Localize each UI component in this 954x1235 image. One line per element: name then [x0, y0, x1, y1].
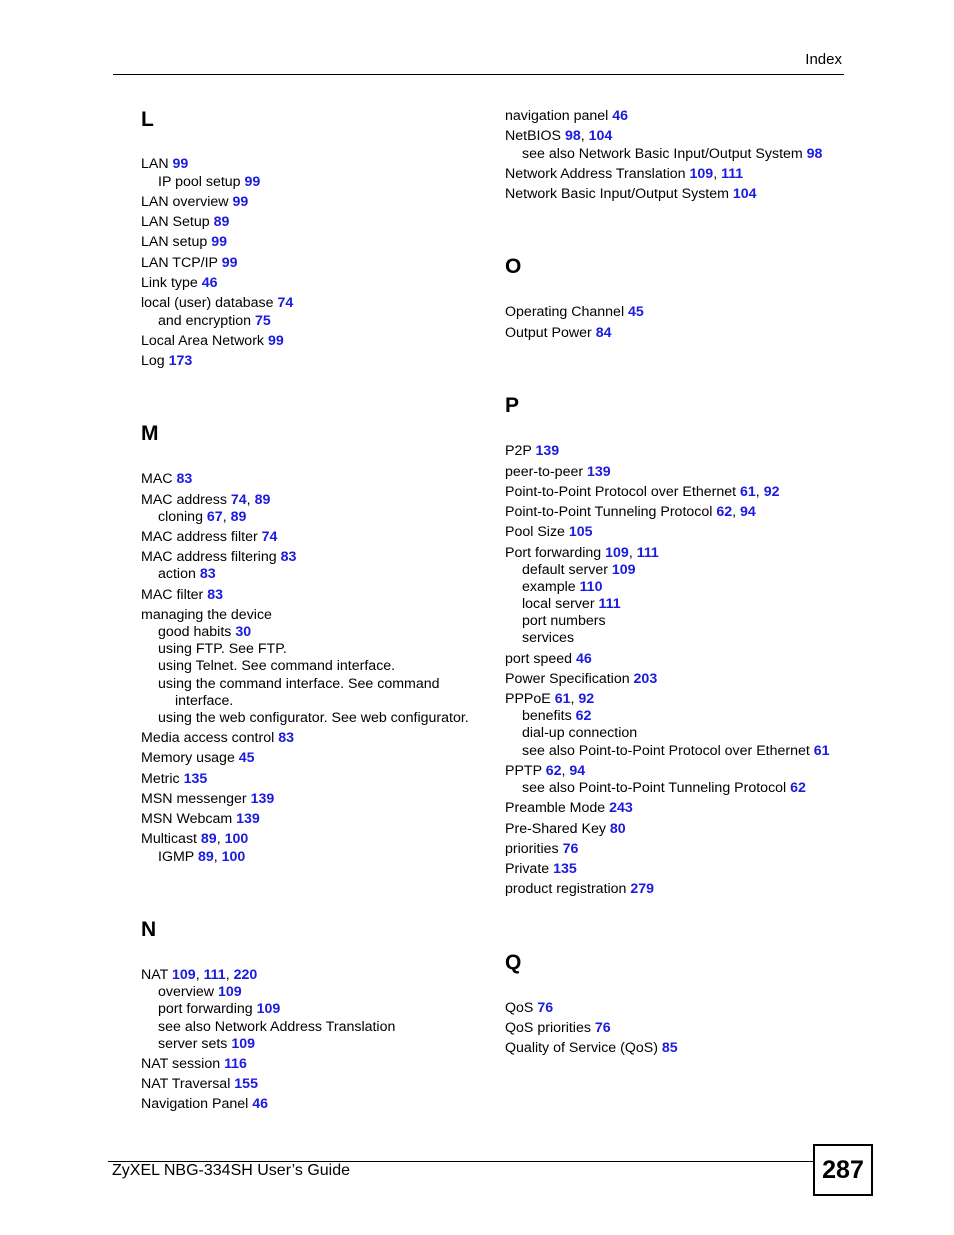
header-divider — [113, 74, 844, 75]
page-reference-link[interactable]: 46 — [576, 651, 592, 667]
page-reference-link[interactable]: 111 — [721, 166, 744, 182]
index-entry-term: and encryption — [158, 313, 256, 329]
index-entry-mac[interactable] — [141, 471, 192, 488]
index-entry-link-type[interactable] — [141, 275, 218, 292]
index-entry-term: using the web configurator. See web configurator. — [158, 710, 469, 726]
index-entry-qos-priorities[interactable] — [505, 1020, 611, 1037]
index-entry-mac-filter[interactable] — [141, 587, 223, 604]
index-entry-term: peer-to-peer — [505, 464, 588, 480]
index-entry-local-area-network[interactable] — [141, 333, 284, 350]
index-entry-term: dial-up connection — [522, 725, 638, 741]
page-reference-link[interactable]: 98 — [564, 128, 581, 144]
page-reference-link[interactable]: 100 — [221, 849, 246, 865]
index-entry-media-access-control[interactable] — [141, 730, 294, 747]
page-reference-link[interactable]: 76 — [594, 1020, 611, 1036]
index-entry-term: LAN TCP/IP — [141, 255, 222, 271]
page-reference-link[interactable]: 80 — [609, 821, 626, 837]
page-reference-link[interactable]: 203 — [633, 671, 658, 687]
index-entry-term: see also Network Basic Input/Output System — [522, 146, 807, 162]
page-reference-link[interactable]: 74 — [277, 295, 294, 311]
page-reference-link[interactable]: 109 — [231, 1036, 255, 1052]
index-entry-term: benefits — [522, 708, 576, 724]
page-reference-link[interactable]: 89 — [213, 214, 230, 230]
section-letter-heading: L — [141, 108, 154, 131]
page-reference-link[interactable]: 61 — [554, 691, 571, 707]
index-entry-term: navigation panel — [505, 108, 613, 124]
index-entry-dial-up-connection — [522, 725, 637, 742]
page-reference-link[interactable]: 76 — [562, 841, 579, 857]
page-reference-link[interactable]: 98 — [806, 146, 823, 162]
index-entry-ip-pool-setup[interactable] — [158, 174, 260, 191]
index-entry-benefits[interactable] — [522, 708, 591, 725]
index-entry-term: MAC filter — [141, 587, 208, 603]
index-entry-port-numbers — [522, 613, 606, 630]
page-reference-link[interactable]: 279 — [630, 881, 655, 897]
page-reference-link[interactable]: 155 — [234, 1076, 258, 1092]
page-reference-link[interactable]: 99 — [267, 333, 284, 349]
index-entry-term: NetBIOS — [505, 128, 565, 144]
index-entry-term: cloning — [158, 509, 207, 525]
page-reference-link[interactable]: 135 — [553, 861, 577, 877]
index-entry-mac-address-filtering[interactable] — [141, 549, 296, 566]
page-reference-link[interactable]: 116 — [224, 1056, 247, 1072]
index-entry-term: NAT — [141, 967, 173, 983]
index-entry-term: good habits — [158, 624, 236, 640]
page-reference-link[interactable]: 74 — [230, 492, 247, 508]
index-entry-term: MSN messenger — [141, 791, 251, 807]
page-reference-link[interactable]: 83 — [199, 566, 216, 582]
page-reference-link[interactable]: 109 — [689, 166, 714, 182]
index-entry-port-forwarding[interactable]: Port forwarding 109, 111 — [505, 545, 659, 561]
page-reference-link[interactable]: 89 — [254, 492, 271, 508]
index-entry-p2p[interactable] — [505, 443, 559, 460]
page-reference-link[interactable]: 104 — [588, 128, 613, 144]
index-entry-lan[interactable] — [141, 156, 188, 173]
page-reference-link[interactable]: 99 — [221, 255, 238, 271]
page-reference-link[interactable]: 84 — [595, 325, 612, 341]
index-entry-see-also-network-address-translation — [158, 1019, 395, 1036]
index-entry-product-registration[interactable] — [505, 881, 654, 898]
index-entry-lan-setup[interactable] — [141, 214, 229, 231]
index-entry-using-the-command-interface-see-command — [158, 676, 440, 693]
index-entry-pool-size[interactable] — [505, 524, 593, 541]
section-letter-heading: Q — [505, 951, 522, 974]
index-entry-term: port numbers — [522, 613, 606, 629]
index-entry-multicast[interactable]: Multicast 89, 100 — [141, 831, 249, 847]
index-entry-term: local server — [522, 596, 599, 612]
page-reference-link[interactable]: 104 — [732, 186, 757, 202]
page-number-box — [813, 1144, 873, 1196]
page-reference-link[interactable]: 100 — [224, 831, 249, 847]
page-reference-link[interactable]: 111 — [636, 545, 659, 561]
page-reference-link[interactable]: 67 — [206, 509, 223, 525]
index-entry-nat-traversal[interactable] — [141, 1076, 258, 1093]
index-entry-mac-address[interactable]: MAC address 74, 89 — [141, 492, 271, 508]
index-entry-good-habits[interactable] — [158, 624, 251, 641]
page-reference-link[interactable]: 99 — [232, 194, 249, 210]
page-reference-link[interactable]: 139 — [535, 443, 560, 459]
page-reference-link[interactable]: 83 — [278, 730, 294, 746]
index-entry-see-also-network-basic-input-output-syst[interactable] — [522, 146, 822, 163]
page-reference-link[interactable]: 94 — [740, 504, 756, 520]
page-reference-link[interactable]: 109 — [611, 562, 636, 578]
index-entry-default-server[interactable] — [522, 562, 636, 579]
index-entry-server-sets[interactable] — [158, 1036, 255, 1053]
index-entry-using-ftp-see-ftp — [158, 641, 287, 658]
index-entry-local-user-database[interactable] — [141, 295, 293, 312]
page-reference-link[interactable]: 135 — [183, 771, 208, 787]
index-entry-network-basic-input-output-system[interactable] — [505, 186, 757, 203]
index-entry-private[interactable] — [505, 861, 577, 878]
index-entry-term: Point-to-Point Protocol over Ethernet — [505, 484, 741, 500]
page-reference-link[interactable]: 62 — [716, 504, 733, 520]
index-entry-qos[interactable] — [505, 1000, 553, 1017]
index-entry-services — [522, 630, 574, 647]
index-entry-pptp[interactable]: PPTP 62, 94 — [505, 763, 586, 779]
index-entry-mac-address-filter[interactable] — [141, 529, 277, 546]
index-entry-priorities[interactable] — [505, 841, 578, 858]
index-entry-term: LAN Setup — [141, 214, 214, 230]
page-reference-link[interactable]: 92 — [578, 691, 595, 707]
index-entry-term: Multicast — [141, 831, 201, 847]
page-reference-link[interactable]: 99 — [244, 174, 261, 190]
index-entry-term: managing the device — [141, 607, 272, 623]
page-reference-link[interactable]: 76 — [537, 1000, 554, 1016]
index-entry-term: services — [522, 630, 575, 646]
page-reference-link[interactable]: 46 — [252, 1096, 268, 1112]
index-entry-term: action — [158, 566, 200, 582]
index-entry-term: IGMP — [158, 849, 198, 865]
index-entry-network-address-translation[interactable]: Network Address Translation 109, 111 — [505, 166, 744, 182]
index-entry-term: using the command interface. See command — [158, 676, 440, 692]
index-entry-term: see also Point-to-Point Tunneling Protocol — [522, 780, 791, 796]
index-entry-overview[interactable] — [158, 984, 242, 1001]
page-reference-link[interactable]: 89 — [200, 831, 217, 847]
running-header-title: Index — [805, 51, 842, 68]
page-reference-link[interactable]: 45 — [628, 304, 644, 320]
index-entry-term: see also Network Address Translation — [158, 1019, 396, 1035]
index-entry-cloning[interactable]: cloning 67, 89 — [158, 509, 247, 525]
index-entry-term: Quality of Service (QoS) — [505, 1040, 662, 1056]
index-entry-term: using FTP. See FTP. — [158, 641, 287, 657]
index-entry-operating-channel[interactable] — [505, 304, 644, 321]
index-entry-pppoe[interactable]: PPPoE 61, 92 — [505, 691, 595, 707]
index-entry-term: default server — [522, 562, 612, 578]
index-entry-term: NAT Traversal — [141, 1076, 235, 1092]
index-entry-using-the-web-configurator-see-web-confi — [158, 710, 469, 727]
page-reference-link[interactable]: 99 — [211, 234, 227, 250]
index-entry-netbios[interactable]: NetBIOS 98, 104 — [505, 128, 613, 144]
index-entry-term: LAN overview — [141, 194, 233, 210]
page-reference-link[interactable]: 109 — [256, 1001, 281, 1017]
index-entry-term: product registration — [505, 881, 631, 897]
index-entry-point-to-point-tunneling-protocol[interactable]: Point-to-Point Tunneling Protocol 62, 94 — [505, 504, 756, 520]
page-reference-link[interactable]: 243 — [609, 800, 633, 816]
page-reference-link[interactable]: 62 — [545, 763, 562, 779]
index-entry-term: Port forwarding — [505, 545, 606, 561]
index-entry-term: Navigation Panel — [141, 1096, 253, 1112]
page-reference-link[interactable]: 89 — [197, 849, 214, 865]
page-reference-link[interactable]: 83 — [207, 587, 223, 603]
index-entry-port-speed[interactable] — [505, 651, 592, 668]
index-entry-term: Pool Size — [505, 524, 569, 540]
page-reference-link[interactable]: 109 — [172, 967, 196, 983]
index-entry-nat[interactable]: NAT 109, 111, 220 — [141, 967, 258, 983]
index-entry-term: Metric — [141, 771, 184, 787]
index-entry-term: Preamble Mode — [505, 800, 610, 816]
index-entry-point-to-point-protocol-over-ethernet[interactable]: Point-to-Point Protocol over Ethernet 61, 92 — [505, 484, 780, 500]
index-entry-power-specification[interactable] — [505, 671, 657, 688]
page-reference-link[interactable]: 46 — [201, 275, 218, 291]
page-reference-link[interactable]: 109 — [217, 984, 242, 1000]
page-reference-link[interactable]: 173 — [168, 353, 193, 369]
page-reference-link[interactable]: 61 — [813, 743, 830, 759]
section-letter-heading: P — [505, 394, 520, 417]
index-entry-term: overview — [158, 984, 218, 1000]
page-reference-link[interactable]: 111 — [203, 967, 226, 983]
index-entry-term: local (user) database — [141, 295, 278, 311]
page-reference-link[interactable]: 139 — [236, 811, 260, 827]
page-reference-link[interactable]: 139 — [250, 791, 275, 807]
index-entry-term: LAN — [141, 156, 173, 172]
index-entry-pre-shared-key[interactable] — [505, 821, 626, 838]
index-entry-term: Power Specification — [505, 671, 634, 687]
index-entry-term: MSN Webcam — [141, 811, 237, 827]
page-reference-link[interactable]: 45 — [238, 750, 255, 766]
index-entry-term: Pre-Shared Key — [505, 821, 610, 837]
page-reference-link[interactable]: 85 — [661, 1040, 678, 1056]
index-entry-term: Output Power — [505, 325, 596, 341]
index-entry-term: Network Address Translation — [505, 166, 690, 182]
index-entry-preamble-mode[interactable] — [505, 800, 633, 817]
index-entry-term: Network Basic Input/Output System — [505, 186, 733, 202]
index-entry-term: using Telnet. See command interface. — [158, 658, 396, 674]
page-reference-link[interactable]: 220 — [233, 967, 258, 983]
index-entry-term: example — [522, 579, 580, 595]
index-entry-see-also-point-to-point-tunneling-protoc[interactable] — [522, 780, 806, 797]
index-entry-lan-setup[interactable] — [141, 234, 227, 251]
index-entry-and-encryption[interactable] — [158, 313, 271, 330]
index-entry-port-forwarding[interactable] — [158, 1001, 280, 1018]
index-entry-term: MAC address filtering — [141, 549, 281, 565]
page-reference-link[interactable]: 74 — [261, 529, 278, 545]
index-entry-term: server sets — [158, 1036, 232, 1052]
index-entry-term: MAC address filter — [141, 529, 262, 545]
section-letter-heading: O — [505, 255, 522, 278]
index-entry-using-telnet-see-command-interface — [158, 658, 395, 675]
index-entry-managing-the-device — [141, 607, 272, 624]
index-entry-term: Link type — [141, 275, 202, 291]
index-entry-igmp[interactable]: IGMP 89, 100 — [158, 849, 246, 865]
index-entry-peer-to-peer[interactable] — [505, 464, 611, 481]
index-entry-term: QoS — [505, 1000, 538, 1016]
index-entry-msn-messenger[interactable] — [141, 791, 274, 808]
index-entry-nat-session[interactable] — [141, 1056, 247, 1073]
page-reference-link[interactable]: 46 — [612, 108, 629, 124]
index-entry-term: Private — [505, 861, 554, 877]
page-reference-link[interactable]: 94 — [569, 763, 586, 779]
index-entry-msn-webcam[interactable] — [141, 811, 260, 828]
index-entry-navigation-panel[interactable] — [141, 1096, 268, 1113]
index-entry-term: NAT session — [141, 1056, 225, 1072]
index-entry-navigation-panel[interactable] — [505, 108, 628, 125]
page-reference-link[interactable]: 92 — [763, 484, 780, 500]
index-entry-lan-overview[interactable] — [141, 194, 248, 211]
index-entry-term: PPTP — [505, 763, 546, 779]
index-entry-term: MAC — [141, 471, 177, 487]
index-entry-lan-tcp-ip[interactable] — [141, 255, 237, 272]
page-reference-link[interactable]: 62 — [575, 708, 592, 724]
page-reference-link[interactable]: 30 — [235, 624, 252, 640]
index-entry-memory-usage[interactable] — [141, 750, 255, 767]
page-reference-link[interactable]: 139 — [587, 464, 611, 480]
index-entry-term: Media access control — [141, 730, 279, 746]
index-entry-interface — [175, 693, 233, 710]
index-entry-term: Log — [141, 353, 169, 369]
index-entry-action[interactable] — [158, 566, 216, 583]
page-reference-link[interactable]: 62 — [790, 780, 806, 796]
page-reference-link[interactable]: 99 — [172, 156, 189, 172]
index-entry-term: PPPoE — [505, 691, 555, 707]
index-entry-term: QoS priorities — [505, 1020, 595, 1036]
index-entry-term: MAC address — [141, 492, 231, 508]
index-entry-term: port speed — [505, 651, 576, 667]
page-reference-link[interactable]: 83 — [176, 471, 193, 487]
page-reference-link[interactable]: 83 — [280, 549, 297, 565]
index-entry-term: P2P — [505, 443, 536, 459]
page-reference-link[interactable]: 109 — [605, 545, 629, 561]
page-reference-link[interactable]: 75 — [255, 313, 271, 329]
index-entry-quality-of-service-qos[interactable] — [505, 1040, 678, 1057]
index-entry-example[interactable] — [522, 579, 602, 596]
page-reference-link[interactable]: 110 — [579, 579, 603, 595]
footer-guide-title: ZyXEL NBG-334SH User’s Guide — [112, 1162, 351, 1179]
index-entry-term: see also Point-to-Point Protocol over Ethernet — [522, 743, 814, 759]
section-letter-heading: N — [141, 918, 157, 941]
index-entry-term: priorities — [505, 841, 563, 857]
index-entry-output-power[interactable] — [505, 325, 611, 342]
page-number: 287 — [822, 1155, 864, 1184]
page-reference-link[interactable]: 89 — [230, 509, 247, 525]
index-entry-term: port forwarding — [158, 1001, 257, 1017]
page-reference-link[interactable]: 105 — [568, 524, 593, 540]
index-entry-term: Point-to-Point Tunneling Protocol — [505, 504, 717, 520]
index-entry-local-server[interactable] — [522, 596, 621, 613]
index-entry-term: interface. — [175, 693, 234, 709]
index-entry-metric[interactable] — [141, 771, 207, 788]
index-entry-log[interactable] — [141, 353, 192, 370]
index-entry-term: LAN setup — [141, 234, 212, 250]
section-letter-heading: M — [141, 422, 159, 445]
index-entry-term: IP pool setup — [158, 174, 245, 190]
page-reference-link[interactable]: 111 — [598, 596, 621, 612]
index-entry-term: Local Area Network — [141, 333, 268, 349]
index-entry-term: Operating Channel — [505, 304, 629, 320]
index-entry-term: Memory usage — [141, 750, 239, 766]
page-reference-link[interactable]: 61 — [740, 484, 756, 500]
index-entry-see-also-point-to-point-protocol-over-et[interactable] — [522, 743, 830, 760]
